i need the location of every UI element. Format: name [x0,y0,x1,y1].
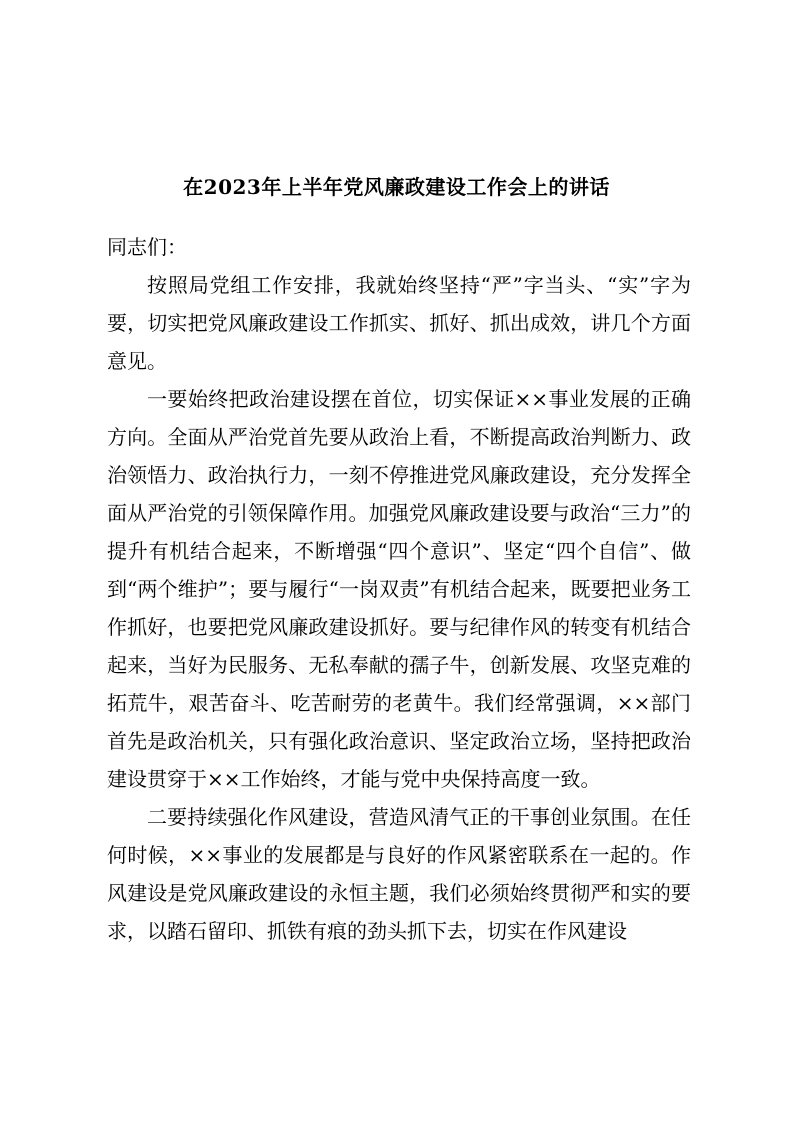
paragraph-intro: 按照局党组工作安排，我就始终坚持“严”字当头、“实”字为要，切实把党风廉政建设工作抓实、抓好、抓出成效，讲几个方面意见。 [107,273,691,373]
salutation: 同志们： [107,235,187,259]
document-body [107,228,691,950]
paragraph-work-style: 二要持续强化作风建设，营造风清气正的干事创业氛围。在任何时候，××事业的发展都是与良好的作风紧密联系在一起的。作风建设是党风廉政建设的永恒主题，我们必须始终贯彻严和实的要求，以踏石留印、抓铁有痕的劲头抓下去，切实在作风建设 [107,805,691,943]
paragraph-political-building: 一要始终把政治建设摆在首位，切实保证××事业发展的正确方向。全面从严治党首先要从政治上看，不断提高政治判断力、政治领悟力、政治执行力，一刻不停推进党风廉政建设，充分发挥全面从严治党的引领保障作用。加强党风廉政建设要与政治“三力”的提升有机结合起来，不断增强“四个意识”、坚定“四个自信”、做到“两个维护”；要与履行“一岗双责”有机结合起来，既要把业务工作抓好，也要把党风廉政建设抓好。要与纪律作风的转变有机结合起来，当好为民服务、无私奉献的孺子牛，创新发展、攻坚克难的拓荒牛，艰苦奋斗、吃苦耐劳的老黄牛。我们经常强调，××部门首先是政治机关，只有强化政治意识、坚定政治立场，坚持把政治建设贯穿于××工作始终，才能与党中央保持高度一致。 [107,387,691,791]
document-title: 在2023年上半年党风廉政建设工作会上的讲话 [183,175,610,199]
